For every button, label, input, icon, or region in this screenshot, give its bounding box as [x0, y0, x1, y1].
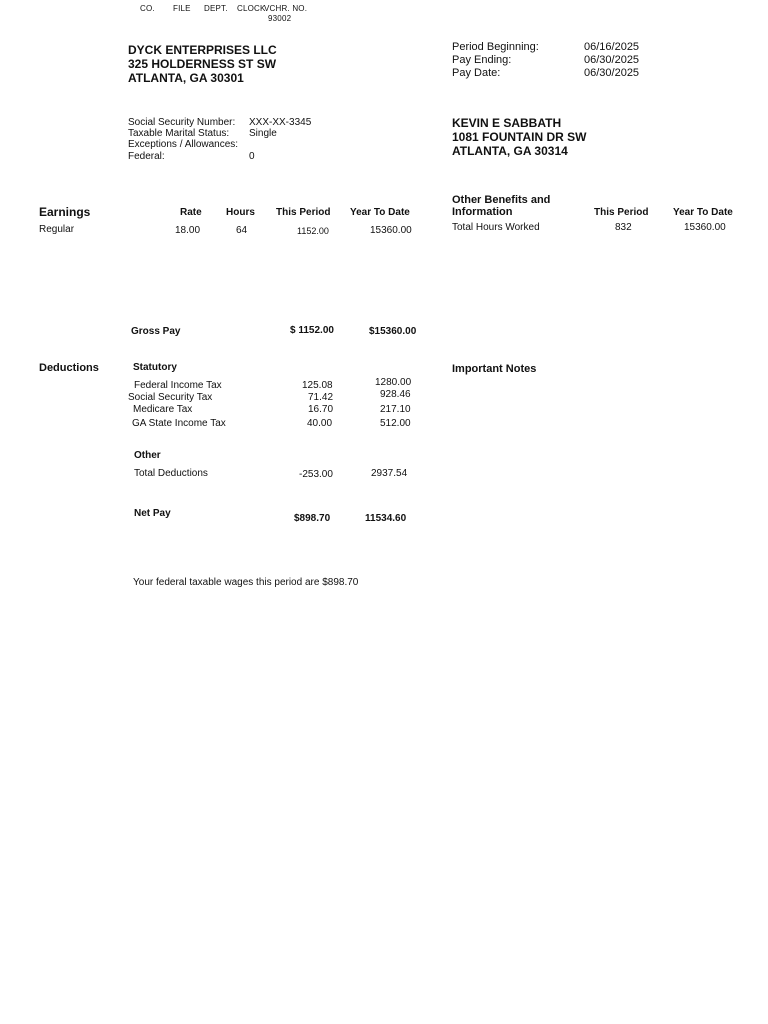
- deduction-ytd: 1280.00: [375, 377, 412, 388]
- period-beginning-value: 06/16/2025: [584, 41, 640, 53]
- other-benefits-row-this-period: 832: [615, 222, 632, 233]
- earnings-col-this-period: This Period: [276, 207, 331, 218]
- dept-label: DEPT.: [204, 4, 228, 13]
- statutory-label: Statutory: [133, 362, 177, 373]
- earnings-row-label: Regular: [39, 224, 75, 235]
- employee-address: [452, 116, 586, 158]
- earnings-row-rate: 18.00: [175, 225, 201, 236]
- total-deductions-this-period: -253.00: [299, 469, 333, 480]
- company-street: 325 HOLDERNESS ST SW: [128, 57, 277, 71]
- gross-pay-ytd: $15360.00: [369, 326, 417, 337]
- co-label: CO.: [140, 4, 155, 13]
- ssn-label: Social Security Number:: [128, 117, 236, 128]
- company-name: DYCK ENTERPRISES LLC: [128, 43, 277, 57]
- marital-status-label: Taxable Marital Status:: [128, 128, 230, 139]
- employee-street: 1081 FOUNTAIN DR SW: [452, 130, 587, 144]
- deduction-ytd: 217.10: [380, 404, 411, 415]
- company-city: ATLANTA, GA 30301: [128, 71, 244, 85]
- earnings-row-this-period: 1152.00: [297, 226, 329, 236]
- voucher-number-label: VCHR. NO.: [264, 4, 308, 13]
- gross-pay-label: Gross Pay: [131, 326, 181, 337]
- federal-taxable-wages-note: Your federal taxable wages this period are $898.70: [133, 577, 359, 588]
- net-pay-ytd: 11534.60: [365, 513, 407, 524]
- earnings-col-rate: Rate: [180, 207, 202, 218]
- deduction-ytd: 928.46: [380, 389, 411, 400]
- net-pay-this-period: $898.70: [294, 513, 331, 524]
- pay-ending-value: 06/30/2025: [584, 54, 640, 66]
- other-benefits-col-ytd: Year To Date: [673, 207, 733, 218]
- other-benefits-row-ytd: 15360.00: [684, 222, 726, 233]
- deduction-label: Medicare Tax: [133, 404, 193, 415]
- file-label: FILE: [173, 4, 191, 13]
- deduction-this-period: 125.08: [302, 380, 333, 391]
- gross-pay-this-period: $ 1152.00: [290, 325, 334, 336]
- earnings-row-hours: 64: [236, 225, 248, 236]
- deduction-this-period: 16.70: [308, 404, 334, 415]
- pay-ending-label: Pay Ending:: [452, 54, 512, 66]
- earnings-col-hours: Hours: [226, 207, 255, 218]
- company-address: [128, 43, 277, 85]
- marital-status-value: Single: [249, 128, 277, 139]
- clock-label: CLOCK: [237, 4, 266, 13]
- other-benefits-row-label: Total Hours Worked: [452, 222, 540, 233]
- deduction-ytd: 512.00: [380, 418, 411, 429]
- federal-label: Federal:: [128, 151, 165, 162]
- total-deductions-ytd: 2937.54: [371, 468, 408, 479]
- other-benefits-title-line1: Other Benefits and: [452, 194, 551, 206]
- pay-date-label: Pay Date:: [452, 67, 501, 79]
- deduction-label: Social Security Tax: [128, 392, 213, 403]
- voucher-number: 93002: [268, 14, 292, 23]
- pay-date-value: 06/30/2025: [584, 67, 640, 79]
- federal-value: 0: [249, 151, 255, 162]
- deductions-title: Deductions: [39, 362, 99, 374]
- important-notes-title: Important Notes: [452, 363, 537, 375]
- earnings-col-ytd: Year To Date: [350, 207, 410, 218]
- period-beginning-label: Period Beginning:: [452, 41, 539, 53]
- deduction-this-period: 71.42: [308, 392, 334, 403]
- employee-name: KEVIN E SABBATH: [452, 116, 562, 130]
- other-benefits-col-this-period: This Period: [594, 207, 649, 218]
- deduction-label: Federal Income Tax: [134, 380, 222, 391]
- deduction-this-period: 40.00: [307, 418, 333, 429]
- total-deductions-label: Total Deductions: [134, 468, 208, 479]
- earnings-title: Earnings: [39, 205, 91, 219]
- other-benefits-title-line2: Information: [452, 206, 513, 218]
- exceptions-label: Exceptions / Allowances:: [128, 139, 239, 150]
- deduction-label: GA State Income Tax: [132, 418, 226, 429]
- net-pay-label: Net Pay: [134, 508, 171, 519]
- ssn-value: XXX-XX-3345: [249, 117, 312, 128]
- earnings-row-ytd: 15360.00: [370, 225, 412, 236]
- employee-city: ATLANTA, GA 30314: [452, 144, 568, 158]
- other-deductions-label: Other: [134, 450, 161, 461]
